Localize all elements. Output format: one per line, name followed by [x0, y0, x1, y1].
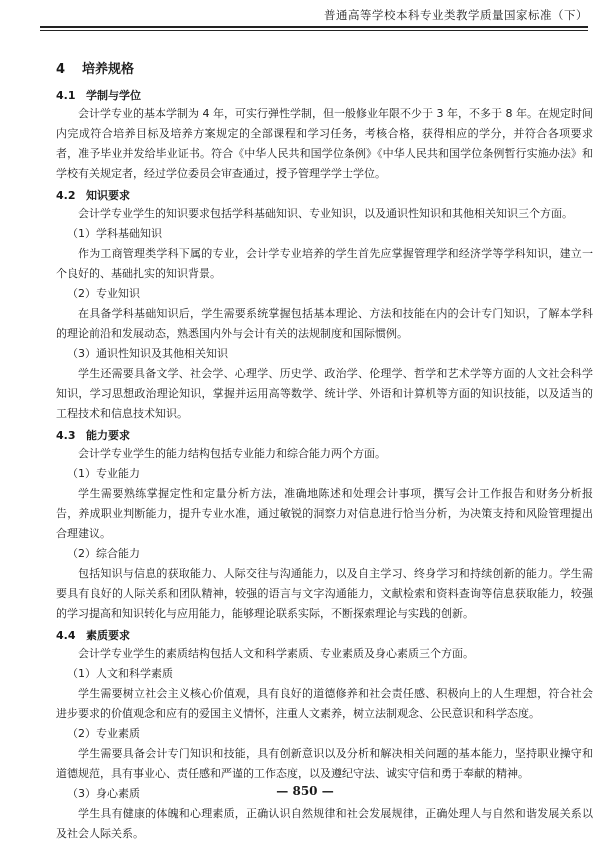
- chapter-heading: [56, 58, 593, 76]
- paragraph: 学生需要具备会计专门知识和技能，具有创新意识以及分析和解决相关问题的基本能力，坚持职业操守和道德规范，具有事业心、责任感和严谨的工作态度，以及遵纪守法、诚实守信和勇于奉献的精神。: [56, 747, 593, 780]
- paragraph: 学生还需要具备文学、社会学、心理学、历史学、政治学、伦理学、哲学和艺术学等方面的人文社会科学知识，学习思想政治理论知识，掌握并运用高等数学、统计学、外语和计算机等方面的知识技能，以及适当的工程技术和信息技术知识。: [56, 367, 593, 420]
- section-heading-4-4: [56, 628, 593, 644]
- paragraph: 作为工商管理类学科下属的专业，会计学专业培养的学生首先应掌握管理学和经济学等学科知识，建立一个良好的、基础扎实的知识背景。: [56, 247, 593, 280]
- subheading: （1）专业能力: [67, 467, 140, 480]
- section-title: 学制与学位: [86, 89, 141, 102]
- section-number: 4.4: [56, 629, 76, 642]
- chapter-title: 培养规格: [82, 62, 135, 77]
- section-heading-4-1: [56, 88, 593, 104]
- paragraph: 学生需要树立社会主义核心价值观，具有良好的道德修养和社会责任感、积极向上的人生理想，符合社会进步要求的价值观念和应有的爱国主义情怀，注重人文素养，树立法制观念、公民意识和科学态度。: [56, 687, 593, 720]
- header-rule-thin: [40, 30, 588, 31]
- chapter-number: 4: [56, 62, 66, 77]
- subheading: （2）专业知识: [67, 287, 140, 300]
- section-heading-4-3: [56, 428, 593, 444]
- paragraph: 会计学专业学生的能力结构包括专业能力和综合能力两个方面。: [78, 447, 386, 460]
- subheading: （3）身心素质: [67, 787, 140, 800]
- paragraph: 会计学专业的基本学制为 4 年，可实行弹性学制，但一般修业年限不少于 3 年，不多于 8 年。在规定时间内完成符合培养目标及培养方案规定的全部课程和学习任务，考核合格，获得相应的学分，并符合各项要求者，准予毕业并发给毕业证书。符合《中华人民共和国学位条例》《中华人民共和国学位条例暂行实施办法》和学校有关规定者，经过学位委员会审查通过，授予管理学学士学位。: [56, 107, 593, 180]
- subheading: （1）人文和科学素质: [67, 667, 173, 680]
- running-header: 普通高等学校本科专业类教学质量国家标准（下）: [324, 8, 588, 22]
- subheading: （3）通识性知识及其他相关知识: [67, 347, 228, 360]
- paragraph: 学生需要熟练掌握定性和定量分析方法，准确地陈述和处理会计事项，撰写会计工作报告和财务分析报告，养成职业判断能力，提升专业水准，通过敏锐的洞察力对信息进行恰当分析，为决策支持和风险管理提出合理建议。: [56, 487, 593, 540]
- paragraph: 在具备学科基础知识后，学生需要系统掌握包括基本理论、方法和技能在内的会计专门知识，了解本学科的理论前沿和发展动态，熟悉国内外与会计有关的法规制度和国际惯例。: [56, 307, 593, 340]
- paragraph: 学生具有健康的体魄和心理素质，正确认识自然规律和社会发展规律，正确处理人与自然和谐发展关系以及社会人际关系。: [56, 807, 593, 840]
- paragraph: 会计学专业学生的知识要求包括学科基础知识、专业知识，以及通识性知识和其他相关知识三个方面。: [78, 207, 573, 220]
- paragraph: 包括知识与信息的获取能力、人际交往与沟通能力，以及自主学习、终身学习和持续创新的能力。学生需要具有良好的人际关系和团队精神，较强的语言与文字沟通能力，文献检索和资料查询等信息获取能力，较强的学习提高和知识转化与应用能力，能够理论联系实际，不断探索理论与实践的创新。: [56, 567, 593, 620]
- section-title: 知识要求: [86, 189, 130, 202]
- subheading: （1）学科基础知识: [67, 227, 162, 240]
- section-number: 4.1: [56, 89, 76, 102]
- paragraph: 会计学专业学生的素质结构包括人文和科学素质、专业素质及身心素质三个方面。: [78, 647, 474, 660]
- section-number: 4.3: [56, 429, 76, 442]
- section-number: 4.2: [56, 189, 76, 202]
- section-title: 素质要求: [86, 629, 130, 642]
- header-rule-thick: [40, 26, 588, 28]
- section-title: 能力要求: [86, 429, 130, 442]
- page-body: [56, 52, 593, 844]
- page-number: — 850 —: [276, 784, 334, 798]
- subheading: （2）综合能力: [67, 547, 140, 560]
- section-heading-4-2: [56, 188, 593, 204]
- subheading: （2）专业素质: [67, 727, 140, 740]
